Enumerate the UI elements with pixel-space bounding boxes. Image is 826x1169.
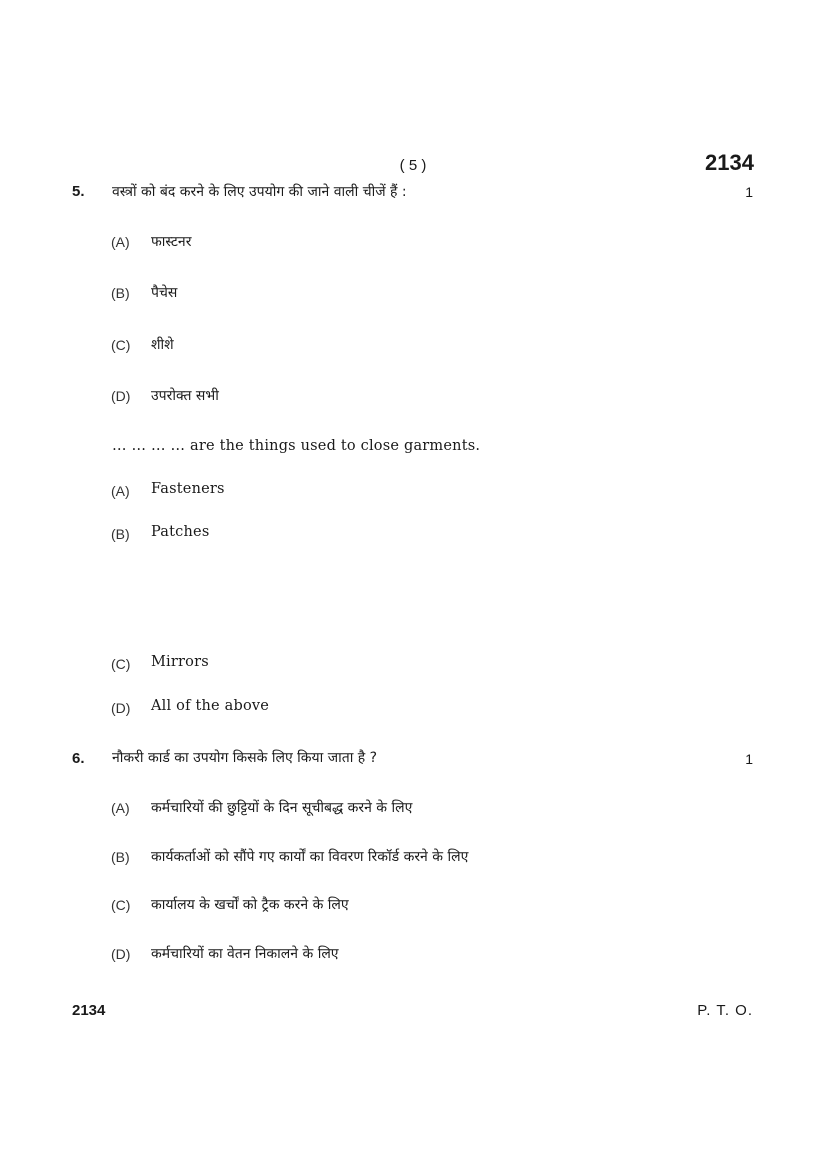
q5-option-d-text-english: All of the above	[151, 698, 270, 714]
question-5-text-english: … … … … are the things used to close garments.	[112, 438, 481, 454]
q5-option-a-text-hindi: फास्टनर	[151, 234, 192, 250]
question-6-text-hindi: नौकरी कार्ड का उपयोग किसके लिए किया जाता है ?	[112, 750, 378, 766]
question-5-text-hindi: वस्त्रों को बंद करने के लिए उपयोग की जाने वाली चीजें हैं :	[112, 184, 407, 200]
q6-option-a-text: कर्मचारियों की छुट्टियों के दिन सूचीबद्ध करने के लिए	[151, 800, 413, 816]
q5-option-c-label-hindi: (C)	[111, 337, 131, 353]
q5-option-d-text-hindi: उपरोक्त सभी	[151, 388, 219, 404]
q5-option-d-label-hindi: (D)	[111, 388, 131, 404]
q5-option-d-label-english: (D)	[111, 700, 131, 716]
q6-option-d-text: कर्मचारियों का वेतन निकालने के लिए	[151, 946, 339, 962]
q5-option-b-text-english: Patches	[151, 524, 210, 540]
question-6-marks: 1	[745, 751, 753, 767]
q5-option-a-text-english: Fasteners	[151, 481, 225, 497]
q5-option-b-label-english: (B)	[111, 526, 130, 542]
q6-option-a-label: (A)	[111, 800, 130, 816]
q5-option-c-text-english: Mirrors	[151, 654, 209, 670]
q6-option-c-text: कार्यालय के खर्चों को ट्रैक करने के लिए	[151, 897, 349, 913]
question-6-number: 6.	[72, 750, 85, 767]
q6-option-c-label: (C)	[111, 897, 131, 913]
paper-code-header: 2134	[705, 150, 754, 175]
q5-option-b-label-hindi: (B)	[111, 285, 130, 301]
please-turn-over: P. T. O.	[697, 1002, 753, 1019]
page-number: ( 5 )	[399, 157, 427, 174]
q5-option-c-text-hindi: शीशे	[151, 337, 174, 353]
q5-option-c-label-english: (C)	[111, 656, 131, 672]
q5-option-a-label-hindi: (A)	[111, 234, 130, 250]
paper-code-footer: 2134	[72, 1002, 106, 1019]
question-5-marks: 1	[745, 184, 753, 200]
question-5-number: 5.	[72, 183, 85, 200]
q6-option-b-label: (B)	[111, 849, 130, 865]
q5-option-b-text-hindi: पैचेस	[151, 285, 178, 301]
q6-option-d-label: (D)	[111, 946, 131, 962]
q6-option-b-text: कार्यकर्ताओं को सौंपे गए कार्यों का विवरण रिकॉर्ड करने के लिए	[151, 849, 469, 865]
q5-option-a-label-english: (A)	[111, 483, 130, 499]
